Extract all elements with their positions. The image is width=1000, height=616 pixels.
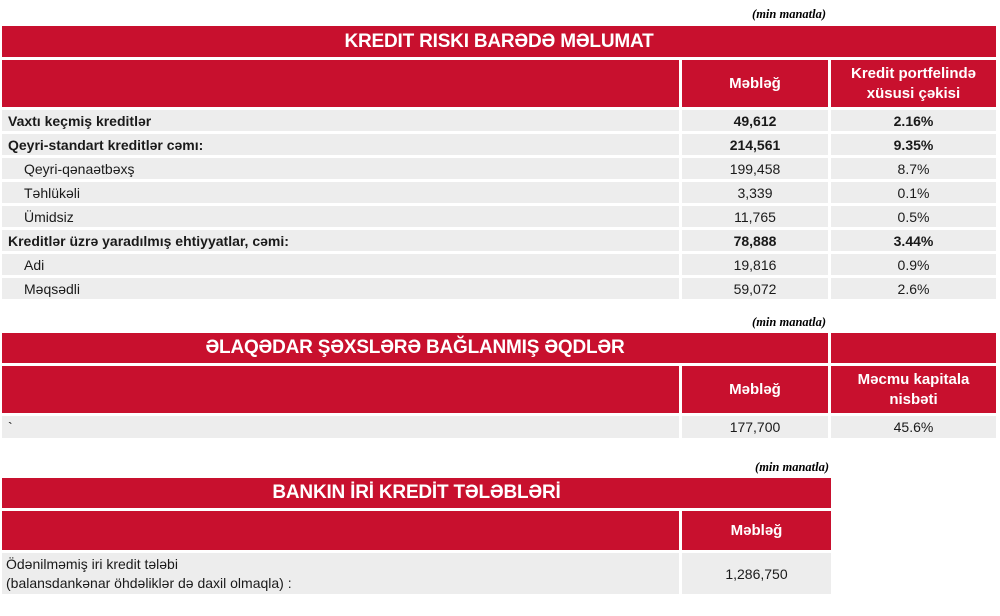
header-spacer-cell [2,511,679,550]
row-label-line1: Ödənilməmiş iri kredit tələbi [6,555,178,572]
row-amount: 78,888 [682,230,828,251]
amount-column-header: Məbləğ [682,60,828,107]
table-row [2,110,996,131]
row-label [2,553,679,594]
header-spacer-cell [2,60,679,107]
row-label: Adi [2,254,679,275]
row-share: 9.35% [831,134,996,155]
row-label: Vaxtı keçmiş kreditlər [2,110,679,131]
row-share: 0.5% [831,206,996,227]
table-row [2,134,996,155]
related-parties-header-row [2,366,996,413]
large-credits-title-bar [2,478,831,508]
row-amount: 177,700 [682,416,828,438]
row-label: Təhlükəli [2,182,679,203]
row-amount: 214,561 [682,134,828,155]
units-note: (min manatla) [752,7,826,21]
table-row [2,278,996,299]
row-amount: 49,612 [682,110,828,131]
large-credits-header-row [2,511,831,550]
row-amount: 3,339 [682,182,828,203]
row-label: Qeyri-standart kreditlər cəmı: [2,134,679,155]
row-ratio: 45.6% [831,416,996,438]
table-row [2,416,996,438]
ratio-column-header: Məcmu kapitala nisbəti [831,366,996,413]
row-amount: 199,458 [682,158,828,179]
row-label: Kreditlər üzrə yaradılmış ehtiyyatlar, cəmi: [2,230,679,251]
row-amount: 19,816 [682,254,828,275]
row-share: 3.44% [831,230,996,251]
row-amount: 11,765 [682,206,828,227]
table-row [2,206,996,227]
credit-risk-rows [2,110,996,299]
row-share: 0.9% [831,254,996,275]
amount-column-header: Məbləğ [682,511,831,550]
related-parties-title-row [2,333,996,363]
related-parties-title-bar [2,333,828,363]
related-parties-title: ƏLAQƏDAR ŞƏXSLƏRƏ BAĞLANMIŞ ƏQDLƏR [205,337,625,358]
units-note: (min manatla) [752,315,826,329]
units-note: (min manatla) [755,460,829,474]
row-share: 2.16% [831,110,996,131]
header-spacer-cell [2,366,679,413]
row-label: Məqsədli [2,278,679,299]
row-label: Ümidsiz [2,206,679,227]
large-credits-title: BANKIN İRİ KREDİT TƏLƏBLƏRİ [272,482,561,503]
credit-risk-header-row [2,60,996,107]
row-share: 2.6% [831,278,996,299]
title-spacer-cell [831,333,996,363]
credit-risk-title-bar [2,26,996,57]
table-row [2,553,831,594]
row-label: ` [2,416,679,438]
table-row [2,230,996,251]
table-row [2,158,996,179]
row-label-line2: (balansdankənar öhdəliklər də daxil olmaqla) : [6,574,292,591]
share-column-header: Kredit portfelində xüsusi çəkisi [831,60,996,107]
row-share: 8.7% [831,158,996,179]
row-amount: 59,072 [682,278,828,299]
amount-column-header: Məbləğ [682,366,828,413]
row-amount: 1,286,750 [682,553,831,594]
row-share: 0.1% [831,182,996,203]
row-label: Qeyri-qənaətbəxş [2,158,679,179]
table-row [2,254,996,275]
table-row [2,182,996,203]
credit-risk-title: KREDIT RISKI BARƏDƏ MƏLUMAT [344,30,654,52]
